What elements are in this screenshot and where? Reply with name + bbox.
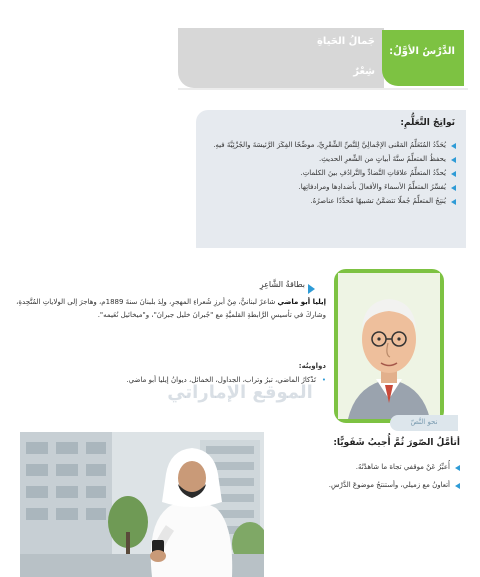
activity-title: أتأمَّلُ الصّورَ ثُمَّ أُجيبُ شَفَويًّا: bbox=[333, 438, 460, 448]
learning-outcomes-title: نَواتِجُ التَّعَلُّمِ: bbox=[400, 118, 455, 128]
outcome-item: يحفظُ المتعلِّمُ ستَّةَ أبياتٍ من الشِّعرِ الحديثِ. bbox=[180, 152, 456, 166]
poet-works-item: • تَذْكارُ الماضي، تبرُ وتراب، الجداول، الخمائل، ديوانُ إيليا أبو ماضي. bbox=[8, 376, 326, 384]
learning-outcomes-list bbox=[180, 138, 456, 208]
poet-bio-text: شاعرٌ لبنانيٌّ، مِنْ أبرزِ شُعراءِ المهجرِ، ولِدَ بلبنانَ سنةَ 1889م، وهاجرَ إلى الولاياتِ المُتَّحِدةِ، وشاركَ في تأسيسِ الرَّابطةِ القلميَّةِ مع "جُبرانَ خليل جبرانَ"، و"ميخائيل نُعَيمه". bbox=[16, 298, 326, 319]
lesson-title: جَمالُ الحَياةِ bbox=[317, 36, 375, 47]
poet-portrait-illustration bbox=[338, 273, 440, 419]
activity-item: أُعبِّرُ عَنْ موقفي تجاهَ ما شاهدْتُهُ. bbox=[270, 458, 460, 476]
outcome-item: يُحَدِّدُ المُتَعَلِّمُ المَعْنى الإجْمالِيَّ لِلنَّصِّ الشِّعْرِيِّ، موضِّحًا الفِكَرَ الرَّئيسَةَ والجُزْئِيَّةَ فيهِ. bbox=[180, 138, 456, 152]
lesson-label: الدَّرْسُ الأوَّلُ: bbox=[389, 46, 455, 57]
outcome-item: يُفسِّرُ المتعلِّمُ الأسماءَ والأفعالَ بأضدادِها ومرادفاتِها. bbox=[180, 180, 456, 194]
poet-card-title: بطاقةُ الشَّاعِرِ bbox=[259, 280, 305, 289]
watermark: الموقع الإماراتي bbox=[167, 382, 313, 403]
section-tag-label: نحو النَّصّ bbox=[410, 418, 438, 426]
outcome-item: يُحدِّدُ المتعلِّمُ علاقاتِ التَّضادِّ والتَّرادُفِ بينَ الكلماتِ. bbox=[180, 166, 456, 180]
activity-list bbox=[270, 458, 460, 494]
lesson-genre: شِعْرٌ bbox=[353, 66, 375, 77]
poet-bio bbox=[8, 296, 326, 322]
activity-item: أتعاونُ مع زميلي، وأستنتجُ موضوعَ الدَّرْسِ. bbox=[270, 476, 460, 494]
lesson-label-badge bbox=[382, 30, 464, 86]
poet-name: إيليا أبو ماضي bbox=[277, 298, 326, 306]
header-divider bbox=[178, 88, 468, 90]
poet-portrait bbox=[334, 269, 444, 423]
poet-works-label: دواوينُه: bbox=[298, 362, 326, 370]
lesson-photo bbox=[20, 432, 264, 577]
outcome-item: يُنتِجُ المتعلِّمُ جُملًا تتضمَّنُ تشبيهًا مُحدَّدًا عناصرُهُ. bbox=[180, 194, 456, 208]
poet-card-marker bbox=[308, 284, 315, 294]
man-with-phone-illustration bbox=[20, 432, 264, 577]
